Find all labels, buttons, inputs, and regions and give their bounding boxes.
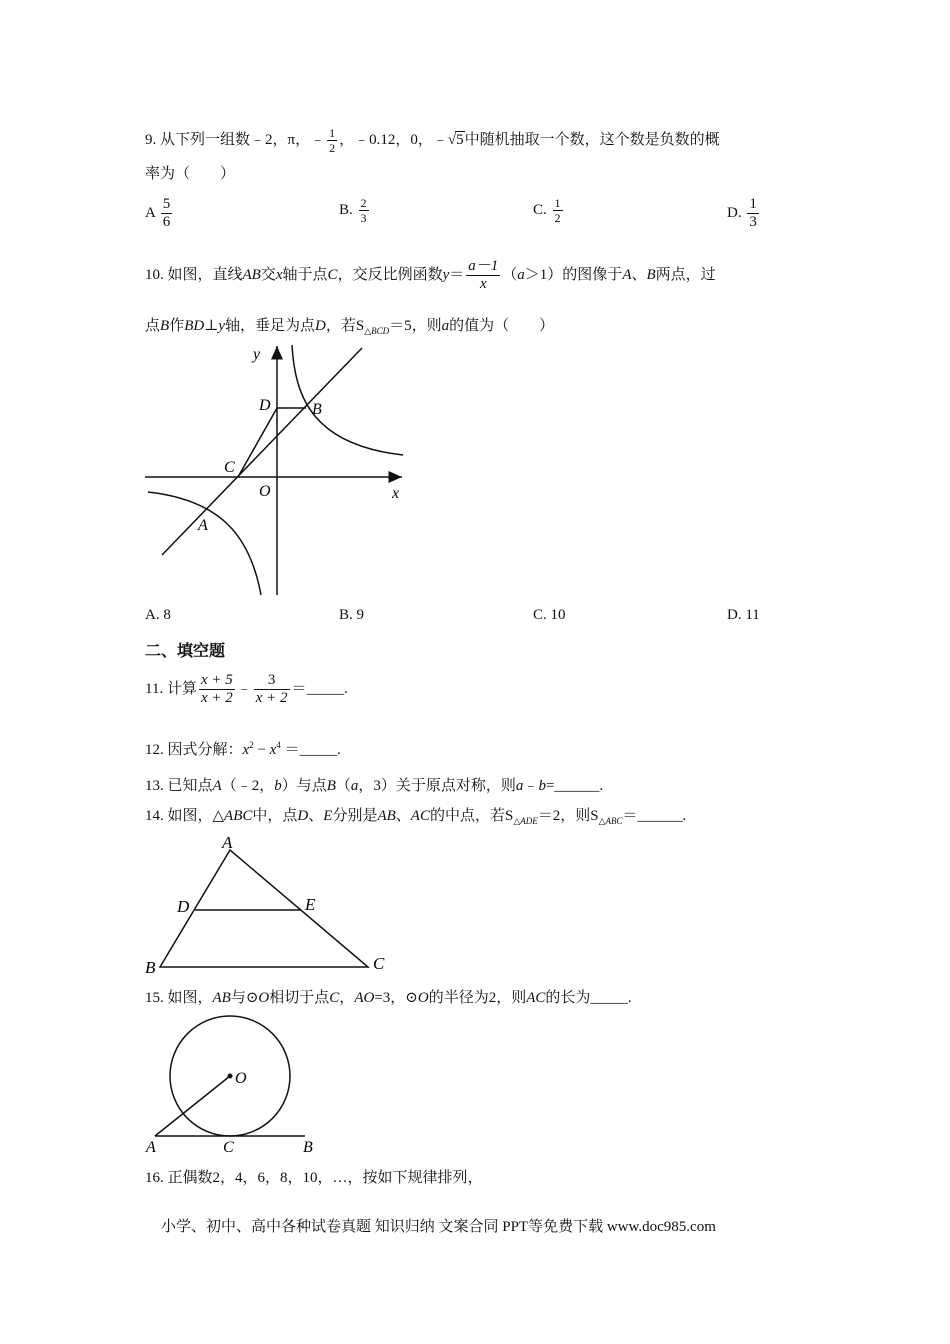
q11: 11. 计算 $\frac{x + 5}{x + 2}$ ﹣ $\frac{3}{x + 2}$ ＝_____. — [145, 672, 348, 706]
label-y: y — [253, 346, 261, 363]
q9-line2: 率为（ ） — [145, 166, 236, 182]
hyperbola-branch-2 — [148, 492, 261, 595]
label-B: B — [303, 1139, 313, 1156]
q12: 12. 因式分解：$x^2 - x^4$ ＝_____. — [145, 740, 341, 758]
line-ab — [162, 348, 362, 555]
section-heading: 二、填空题 — [145, 641, 226, 660]
label-A: A — [146, 1139, 156, 1156]
q13: 13. 已知点A（﹣2，b）与点B（a，3）关于原点对称，则a﹣b=______. — [145, 778, 604, 794]
label-B: B — [145, 958, 156, 977]
label-O: O — [235, 1070, 247, 1087]
q9-option-c: C. $\frac{1}{2}$ — [533, 196, 561, 225]
label-C: C — [224, 459, 235, 476]
label-C: C — [373, 954, 385, 973]
triangle-abc — [160, 850, 368, 967]
q15-circle-figure — [140, 1012, 340, 1157]
q9-option-a: A $\frac{5}{6}$ — [145, 196, 171, 230]
q9-option-d: D. $\frac{1}{3}$ — [727, 196, 757, 230]
label-O: O — [259, 483, 271, 500]
q9-line1: 9. 从下列一组数﹣2，π，﹣ $\frac{1}{2}$ ，﹣0.12，0，﹣√5中随机抽取一个数，这个数是负数的概 — [145, 126, 720, 155]
label-E: E — [305, 895, 316, 914]
label-B: B — [312, 401, 322, 418]
fraction-half: $\frac{1}{2}$ — [329, 126, 336, 155]
q9-option-b: B. $\frac{2}{3}$ — [339, 196, 367, 225]
label-A: A — [222, 833, 233, 852]
label-D: D — [177, 897, 190, 916]
q14: 14. 如图，△ABC中，点D、E分别是AB、AC的中点，若$S_{\triangle ADE}=2$，则$S_{\triangle ABC}=\_\_\_\_\_\_$. — [145, 808, 687, 826]
sqrt-symbol: √ — [447, 131, 457, 148]
q15: 15. 如图，AB与⊙O相切于点C，AO=3，⊙O的半径为2，则AC的长为_____. — [145, 990, 632, 1006]
hyperbola-branch-1 — [292, 345, 403, 455]
q10-option-a: A. 8 — [145, 607, 171, 623]
q16: 16. 正偶数2，4，6，8，10，…，按如下规律排列， — [145, 1170, 483, 1186]
q10-line1: 10. 如图，直线AB交x轴于点C，交反比例函数y＝ $\frac{a-1}{x}$ （a＞1）的图像于A、B两点，过 — [145, 258, 716, 292]
footer-text: 小学、初中、高中各种试卷真题 知识归纳 文案合同 PPT等免费下载 www.doc985.com — [161, 1219, 716, 1235]
q10-line2: 点B作BD⊥y轴，垂足为点D，若$S_{\triangle BCD}=5$，则a的值为（ ） — [145, 318, 555, 336]
q10-graph — [140, 340, 410, 600]
q10-option-b: B. 9 — [339, 607, 365, 623]
q14-triangle — [140, 830, 400, 980]
fraction-function: $\frac{a-1}{x}$ — [468, 258, 499, 292]
center-dot — [228, 1074, 233, 1079]
label-A: A — [198, 517, 208, 534]
label-C: C — [223, 1139, 234, 1156]
q10-option-c: C. 10 — [533, 607, 566, 623]
q10-option-d: D. 11 — [727, 607, 760, 623]
label-D: D — [259, 397, 271, 414]
label-x: x — [392, 485, 400, 502]
segment-ao — [155, 1076, 230, 1136]
